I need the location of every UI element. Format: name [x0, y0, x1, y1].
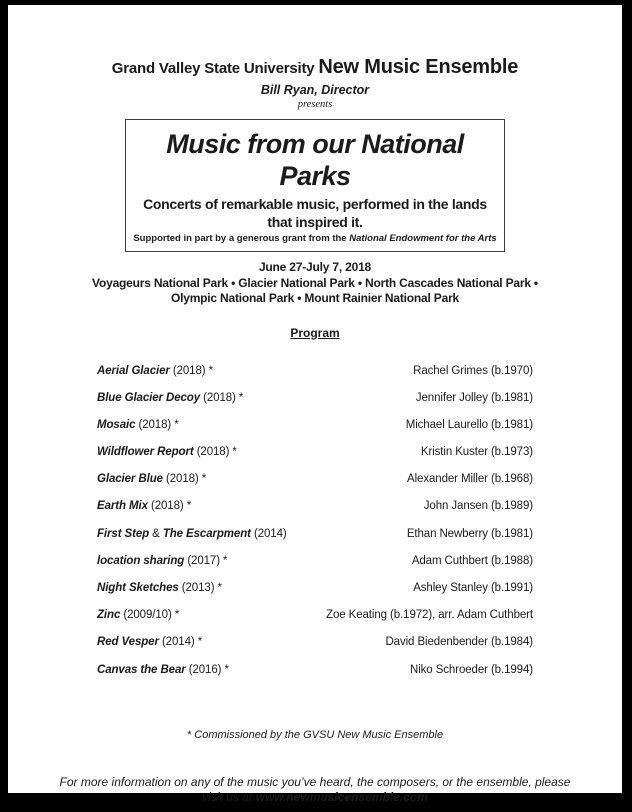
program-entry: [97, 500, 533, 527]
composer-name: Rachel Grimes (b.1970): [413, 364, 533, 377]
presents-line: presents: [297, 99, 333, 110]
commission-note: * Commissioned by the GVSU New Music Ensemble: [186, 728, 444, 741]
parks-line-2: Olympic National Park • Mount Rainier National Park: [170, 291, 460, 305]
piece-title: Earth Mix (2018) *: [97, 500, 192, 513]
program-entry: [97, 609, 533, 636]
piece-title: Mosaic (2018) *: [97, 418, 179, 431]
composer-name: John Jansen (b.1989): [423, 500, 533, 513]
event-title: Music from our National Parks: [166, 129, 464, 191]
date-range: June 27-July 7, 2018: [258, 260, 372, 274]
program-entry: [97, 419, 533, 446]
program-entry: [97, 392, 533, 419]
program-entry: [97, 555, 533, 582]
composer-name: Adam Cuthbert (b.1988): [411, 554, 533, 567]
composer-name: David Biedenbender (b.1984): [385, 636, 533, 649]
event-title-box: [125, 119, 505, 252]
piece-title: Wildflower Report (2018) *: [97, 446, 237, 459]
footer-info-line-2-prefix: visit us at: [202, 790, 256, 805]
composer-name: Alexander Miller (b.1968): [407, 473, 533, 486]
footer-info: [8, 775, 622, 806]
composer-name: Michael Laurello (b.1981): [405, 418, 533, 431]
program-heading: Program: [290, 325, 340, 340]
grant-note-prefix: Supported in part by a generous grant from the: [133, 233, 350, 244]
piece-title: Blue Glacier Decoy (2018) *: [97, 391, 244, 404]
grant-note: [132, 233, 498, 245]
piece-title: Canvas the Bear (2016) *: [97, 663, 229, 676]
program-entry: [97, 446, 533, 473]
program-entry: [97, 528, 533, 555]
piece-title: Aerial Glacier (2018) *: [97, 364, 213, 377]
website-url: www.newmusicensemble.com: [255, 790, 428, 805]
program-entry: [97, 473, 533, 500]
composer-name: Niko Schroeder (b.1994): [410, 663, 533, 676]
composer-name: Jennifer Jolley (b.1981): [415, 391, 533, 404]
program-entry: [97, 582, 533, 609]
piece-title: Glacier Blue (2018) *: [97, 473, 207, 486]
ensemble-name: New Music Ensemble: [318, 56, 519, 78]
composer-name: Ethan Newberry (b.1981): [406, 527, 533, 540]
program-entry: [97, 664, 533, 691]
piece-title: First Step & The Escarpment (2014): [97, 527, 287, 540]
piece-title: Night Sketches (2013) *: [97, 582, 222, 594]
footer-info-line-2: [8, 790, 622, 806]
composer-name: Zoe Keating (b.1972), arr. Adam Cuthbert: [326, 609, 533, 622]
page-header: [8, 56, 622, 111]
program-entry: [97, 365, 533, 392]
piece-title: location sharing (2017) *: [97, 554, 228, 567]
concert-program-page: [8, 5, 622, 805]
program-list: [97, 365, 533, 691]
composer-name: Ashley Stanley (b.1991): [413, 582, 533, 594]
program-entry: [97, 636, 533, 663]
dates-and-venues: [8, 260, 622, 307]
director-line: Bill Ryan, Director: [260, 83, 370, 97]
footer-info-line-1: For more information on any of the music you’ve heard, the composers, or the ensemble, please: [59, 774, 571, 789]
piece-title: Zinc (2009/10) *: [97, 609, 180, 622]
page-title: [8, 56, 622, 80]
university-name: Grand Valley State University: [111, 60, 315, 77]
grant-note-org: National Endowment for the Arts: [349, 233, 497, 244]
composer-name: Kristin Kuster (b.1973): [420, 446, 533, 459]
parks-line-1: Voyageurs National Park • Glacier National Park • North Cascades National Park •: [92, 275, 538, 290]
event-subtitle: Concerts of remarkable music, performed in the lands that inspired it.: [143, 196, 487, 230]
piece-title: Red Vesper (2014) *: [97, 636, 203, 649]
